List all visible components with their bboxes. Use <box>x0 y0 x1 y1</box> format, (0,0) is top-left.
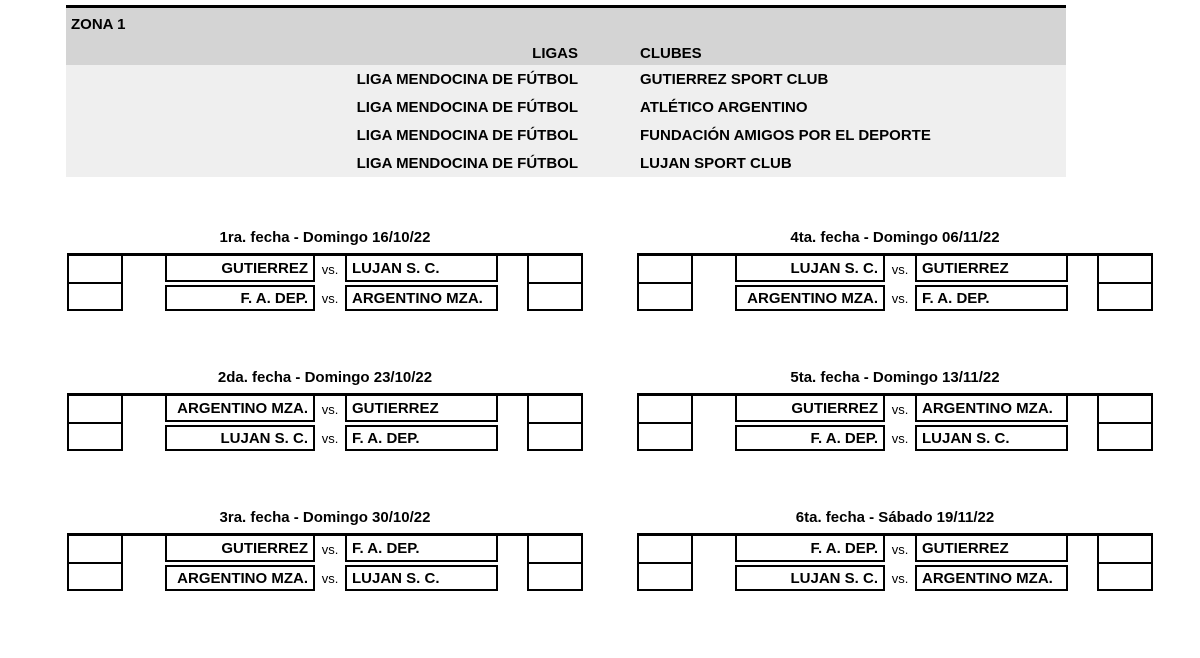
vs-label: vs. <box>891 430 909 446</box>
match-list <box>165 536 498 591</box>
result-box-left <box>637 396 693 451</box>
result-cell <box>1099 256 1151 284</box>
vs-label: vs. <box>891 541 909 557</box>
away-team: GUTIERREZ <box>345 396 498 422</box>
match-list <box>735 396 1068 451</box>
home-team: LUJAN S. C. <box>165 425 315 451</box>
result-cell <box>69 256 121 284</box>
vs-label: vs. <box>321 430 339 446</box>
result-cell <box>69 536 121 564</box>
home-team: GUTIERREZ <box>735 396 885 422</box>
fixtures-grid <box>67 228 1200 591</box>
result-cell <box>1099 564 1151 590</box>
result-cell <box>529 256 581 284</box>
vs-label: vs. <box>321 401 339 417</box>
home-team: LUJAN S. C. <box>735 256 885 282</box>
result-box-right <box>527 256 583 311</box>
match-list <box>165 256 498 311</box>
result-cell <box>69 424 121 450</box>
home-team: F. A. DEP. <box>735 536 885 562</box>
liga-name: LIGA MENDOCINA DE FÚTBOL <box>356 154 578 172</box>
fixture-date-title: 1ra. fecha - Domingo 16/10/22 <box>219 229 431 246</box>
away-team: F. A. DEP. <box>345 536 498 562</box>
match-row <box>735 396 1068 422</box>
vs-label: vs. <box>891 570 909 586</box>
fixture-table <box>637 533 1153 591</box>
result-cell <box>1099 284 1151 310</box>
match-row <box>165 536 498 562</box>
liga-name: LIGA MENDOCINA DE FÚTBOL <box>356 98 578 116</box>
vs-label: vs. <box>321 290 339 306</box>
match-list <box>165 396 498 451</box>
result-box-left <box>67 396 123 451</box>
club-row <box>66 65 1066 93</box>
match-row <box>165 565 498 591</box>
result-box-right <box>1097 256 1153 311</box>
home-team: F. A. DEP. <box>735 425 885 451</box>
fixture-block-2 <box>67 368 583 451</box>
spacer <box>693 256 735 311</box>
result-box-right <box>1097 536 1153 591</box>
fixture-date-title: 4ta. fecha - Domingo 06/11/22 <box>790 229 1000 246</box>
home-team: GUTIERREZ <box>165 536 315 562</box>
result-box-right <box>527 396 583 451</box>
spacer <box>123 536 165 591</box>
zone-header-table <box>66 5 1066 177</box>
vs-label: vs. <box>891 261 909 277</box>
vs-label: vs. <box>321 570 339 586</box>
result-cell <box>1099 396 1151 424</box>
match-list <box>735 256 1068 311</box>
match-row <box>735 425 1068 451</box>
club-row <box>66 121 1066 149</box>
clubes-column-header: CLUBES <box>640 44 702 62</box>
result-cell <box>1099 536 1151 564</box>
spacer <box>1068 256 1097 311</box>
away-team: F. A. DEP. <box>345 425 498 451</box>
liga-name: LIGA MENDOCINA DE FÚTBOL <box>356 70 578 88</box>
spacer <box>1068 536 1097 591</box>
result-box-right <box>1097 396 1153 451</box>
away-team: GUTIERREZ <box>915 536 1068 562</box>
fixture-date-title: 2da. fecha - Domingo 23/10/22 <box>217 369 433 386</box>
fixture-table <box>67 393 583 451</box>
home-team: ARGENTINO MZA. <box>165 565 315 591</box>
away-team: ARGENTINO MZA. <box>915 396 1068 422</box>
match-row <box>165 396 498 422</box>
result-box-left <box>637 256 693 311</box>
fixture-block-5 <box>637 368 1153 451</box>
result-cell <box>529 536 581 564</box>
result-cell <box>529 284 581 310</box>
vs-label: vs. <box>891 401 909 417</box>
fixture-block-4 <box>637 228 1153 311</box>
fixture-block-1 <box>67 228 583 311</box>
zone-title: ZONA 1 <box>71 16 126 33</box>
spacer <box>1068 396 1097 451</box>
home-team: F. A. DEP. <box>165 285 315 311</box>
result-cell <box>1099 424 1151 450</box>
home-team: ARGENTINO MZA. <box>165 396 315 422</box>
result-box-right <box>527 536 583 591</box>
club-name: LUJAN SPORT CLUB <box>640 154 792 172</box>
result-cell <box>639 536 691 564</box>
ligas-column-header: LIGAS <box>532 44 578 62</box>
spacer <box>498 536 527 591</box>
vs-label: vs. <box>321 261 339 277</box>
spacer <box>693 396 735 451</box>
away-team: LUJAN S. C. <box>345 256 498 282</box>
club-name: FUNDACIÓN AMIGOS POR EL DEPORTE <box>640 126 931 144</box>
vs-label: vs. <box>891 290 909 306</box>
club-name: GUTIERREZ SPORT CLUB <box>640 70 829 88</box>
away-team: LUJAN S. C. <box>345 565 498 591</box>
fixture-table <box>67 533 583 591</box>
spacer <box>498 256 527 311</box>
fixture-block-3 <box>67 508 583 591</box>
vs-label: vs. <box>321 541 339 557</box>
match-row <box>735 256 1068 282</box>
club-row <box>66 93 1066 121</box>
match-row <box>735 536 1068 562</box>
result-cell <box>69 564 121 590</box>
fixture-table <box>637 393 1153 451</box>
result-cell <box>69 284 121 310</box>
away-team: ARGENTINO MZA. <box>915 565 1068 591</box>
fixture-date-title: 5ta. fecha - Domingo 13/11/22 <box>790 369 1000 386</box>
clubs-list <box>66 65 1066 177</box>
away-team: LUJAN S. C. <box>915 425 1068 451</box>
match-row <box>165 285 498 311</box>
result-cell <box>639 564 691 590</box>
fixture-table <box>637 253 1153 311</box>
result-cell <box>639 284 691 310</box>
result-cell <box>529 396 581 424</box>
liga-name: LIGA MENDOCINA DE FÚTBOL <box>356 126 578 144</box>
match-row <box>735 565 1068 591</box>
away-team: GUTIERREZ <box>915 256 1068 282</box>
away-team: F. A. DEP. <box>915 285 1068 311</box>
fixture-date-title: 6ta. fecha - Sábado 19/11/22 <box>795 509 995 526</box>
home-team: LUJAN S. C. <box>735 565 885 591</box>
fixture-date-title: 3ra. fecha - Domingo 30/10/22 <box>219 509 431 526</box>
match-list <box>735 536 1068 591</box>
spacer <box>498 396 527 451</box>
result-box-left <box>67 536 123 591</box>
result-cell <box>529 564 581 590</box>
zone-title-row <box>66 8 1066 41</box>
club-name: ATLÉTICO ARGENTINO <box>640 98 808 116</box>
result-cell <box>639 396 691 424</box>
match-row <box>165 425 498 451</box>
column-headers-row <box>66 41 1066 65</box>
result-cell <box>69 396 121 424</box>
fixture-block-6 <box>637 508 1153 591</box>
match-row <box>735 285 1068 311</box>
spacer <box>693 536 735 591</box>
match-row <box>165 256 498 282</box>
result-cell <box>639 424 691 450</box>
result-box-left <box>637 536 693 591</box>
spacer <box>123 396 165 451</box>
spacer <box>123 256 165 311</box>
home-team: ARGENTINO MZA. <box>735 285 885 311</box>
result-cell <box>639 256 691 284</box>
fixture-table <box>67 253 583 311</box>
result-box-left <box>67 256 123 311</box>
away-team: ARGENTINO MZA. <box>345 285 498 311</box>
home-team: GUTIERREZ <box>165 256 315 282</box>
result-cell <box>529 424 581 450</box>
club-row <box>66 149 1066 177</box>
